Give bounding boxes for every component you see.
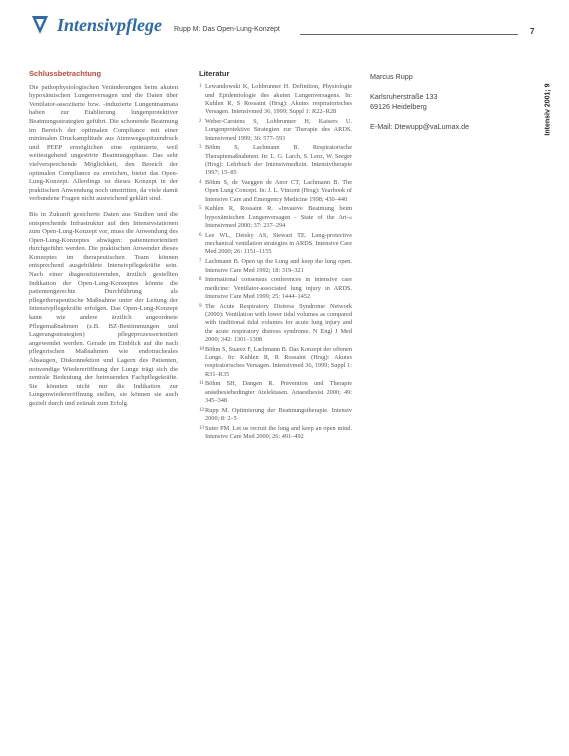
reference-item: [199, 118, 352, 143]
reference-text: Böhm S, de Vaeggen de Anor CT, Lachmann B. The Open Lung Concept. In: J. L. Vincent (Hrsg): Yearbook of Intensive Care and Emergency Medicine 1998; 430–440: [205, 179, 352, 203]
references-heading: Literatur: [199, 69, 230, 78]
reference-number: 3: [199, 145, 202, 151]
reference-item: [199, 179, 352, 204]
reference-text: Rupp M. Optimierung der Beatmungstherapie. Intensiv 2000; 8: 2–5: [205, 406, 352, 423]
reference-item: [199, 425, 352, 442]
reference-item: [199, 258, 352, 275]
reference-item: [199, 205, 352, 230]
author-contact-column: [370, 72, 535, 132]
reference-number: 13: [199, 425, 204, 431]
page-number: 7: [530, 27, 535, 36]
reference-text: Suter PM. Let us recruit the lung and keep an open mind. Intensive Care Med 2000; 26: 491–492: [205, 424, 352, 441]
conclusion-column: [29, 70, 178, 416]
reference-item: [199, 346, 352, 379]
references-column: [199, 70, 352, 443]
reference-text: Kuhlen R, Rossaint R. »Invasive Beatmung beim hypoxämischen Lungenversagen - State of the Art-« Intensivmed 2000; 37: 237–294: [205, 205, 352, 230]
reference-number: 11: [199, 381, 204, 387]
reference-text: Weber-Carstens S, Lohbrunner H, Kaisers U. Lungenprotektive Strategien zur Therapie des ARDS. Intensivmed 1999; 36: 577–593: [205, 117, 352, 142]
running-title: Rupp M: Das Open-Lung-Konzept: [174, 26, 280, 33]
reference-text: Lee WL, Detsky AS, Stewart TE. Lung-protective mechanical ventilation strategies in ARDS. Intensive Care Med 2000; 26: 1151–1155: [205, 231, 352, 256]
reference-text: Lachmann B. Open up the Lung and keep the lung open. Intensive Care Med 1992; 18: 319–321: [205, 258, 352, 274]
reference-number: 10: [199, 346, 204, 352]
reference-number: 2: [199, 118, 202, 124]
journal-brand: Intensivpflege: [57, 15, 162, 35]
reference-item: [199, 232, 352, 257]
author-name: Marcus Rupp: [370, 72, 413, 81]
page-header: [0, 0, 569, 52]
reference-item: [199, 144, 352, 177]
section-heading: Schlussbetrachtung: [29, 69, 102, 78]
side-label: [543, 76, 553, 146]
reference-item: [199, 83, 352, 116]
journal-logo-icon: [30, 14, 50, 36]
reference-text: Böhm SH, Dangen R. Prävention und Therapie anästhesiebedingter Atelektasen. Anaesthesist 2000; 49: 345–348: [205, 380, 352, 404]
paragraph: Die pathophysiologischen Veränderungen beim akuten hypoxämischen Lungenversagen und die Daten über Ventilator-assoziierte bzw. -induzierte Lungentraumata haben zur Etablierung lungenprotektiver Beatmungsstrategien geführt. Die schonende Beatmung im Bereich der optimalen Compliance mit einer minimalen Druckamplitude aus Atemwegsspitzendruck und PEEP ermöglichen eine optimierte, weil weitestgehend ungestörte Beatmungsphase. Das sehr vielversprechende Möglichkeit, den Bereich der optimalen Compliance zu erreichen, bietet das Open-Lung-Konzept. Allerdings ist dieses Konzept in der praktischen Anwendung noch umstritten, da viele damit verbundene Fragen nicht ausreichend geklärt sind.: [29, 83, 178, 203]
reference-item: [199, 380, 352, 405]
reference-number: 1: [199, 84, 202, 90]
address-street: Karlsruherstraße 133: [370, 91, 438, 101]
reference-text: Böhm S, Lachmann B. Respiratorische Therapiemaßnahmen. In: L. G. Larch, S. Lenz, W. Seeger (Hrsg): Lehrbuch der Intensivmedizin. Intensivtherapie 1997; 15–85: [205, 144, 352, 177]
paragraph: Bis in Zukunft gesicherte Daten aus Studien und die entsprechende Infrastruktur auf den Intensivstationen zum Open-Lung-Konzept vor, muss die Anwendung des Open-Lung-Konzeptes abwägen: patientenorientiert durchgeführt werden. Die praktischen Anwender dieses Konzeptes im therapeutischen Team können entsprechend ausgebildete Intensivpflegekräfte sein. Nach einer diagnostizierenden, ärztlich gestellten Indikation der Open-Lung-Konzeptes könnte die patientengerechte Durchführung als pflegetherapeutische Maßnahme unter der Leitung der Intensivpflegekräfte erfolgen. Das Open-Lung-Konzept kann wie andere ärztlich angeordnete Pflegemaßnahmen (z.B. BZ-Bestimmungen und Lagerungsstrategien) pflegeprozessorientiert angewendet werden. Gerade im Einblick auf die nach pflegerischen Maßnahmen wie endotracheales Absaugen, Diskonnektion und Lagern des Patienten, notwendige Wiedereröffnung der Lunge trägt sich die zentrale Bedeutung der betreuenden Fachpflegekräfte. Sie könnten nicht nur die Indikation zur Lungenwiedereröffnung stellen, sie können sie auch gezielt durch und zeitnah zum Erfolg.: [29, 210, 178, 407]
reference-item: [199, 276, 352, 301]
author-email: E-Mail: Dtewupp@vaLumax.de: [370, 121, 470, 131]
reference-item: [199, 407, 352, 424]
side-label-text: Intensiv 2001; 9: [544, 83, 552, 136]
reference-number: 8: [199, 277, 202, 283]
reference-item: [199, 303, 352, 344]
reference-number: 7: [199, 259, 202, 265]
reference-number: 5: [199, 206, 202, 212]
reference-text: Lewandowski K, Lohbrunner H. Definition, Physiologie und Epidemiologie des akuten Lungenversagens. In: Kuhlen R, S Rossaint (Hrsg): Akutes respiratorisches Versagen. Intensivmed 36, 1999; Suppl 1: R22–R28: [205, 83, 352, 116]
reference-number: 4: [199, 180, 202, 186]
header-rule: [300, 34, 518, 35]
reference-number: 9: [199, 303, 202, 309]
reference-text: The Acute Respiratory Distress Syndrome Network (2000): Ventilation with lower tidal volumes as compared with traditional tidal volumes for acute lung injury and the acute respiratory distress syndrome. N Engl J Med 2000; 342: 1301–1308: [205, 302, 352, 343]
reference-text: International consensus conferences in intensive care medicine: Ventilator-associated lung injury in ARDS. Intensive Care Med 1999; 25: 1444–1452: [205, 276, 352, 300]
reference-text: Böhm S, Suarez F, Lachmann B. Das Konzept der offenen Lunge. In: Kuhlen R, R Rossaint (Hrsg): Akutes respiratorisches Versagen. Intensivmed 36, 1999; Suppl 1: R31–R35: [205, 345, 352, 378]
address-city: 69126 Heidelberg: [370, 102, 427, 111]
reference-number: 12: [199, 407, 204, 413]
reference-number: 6: [199, 232, 202, 238]
